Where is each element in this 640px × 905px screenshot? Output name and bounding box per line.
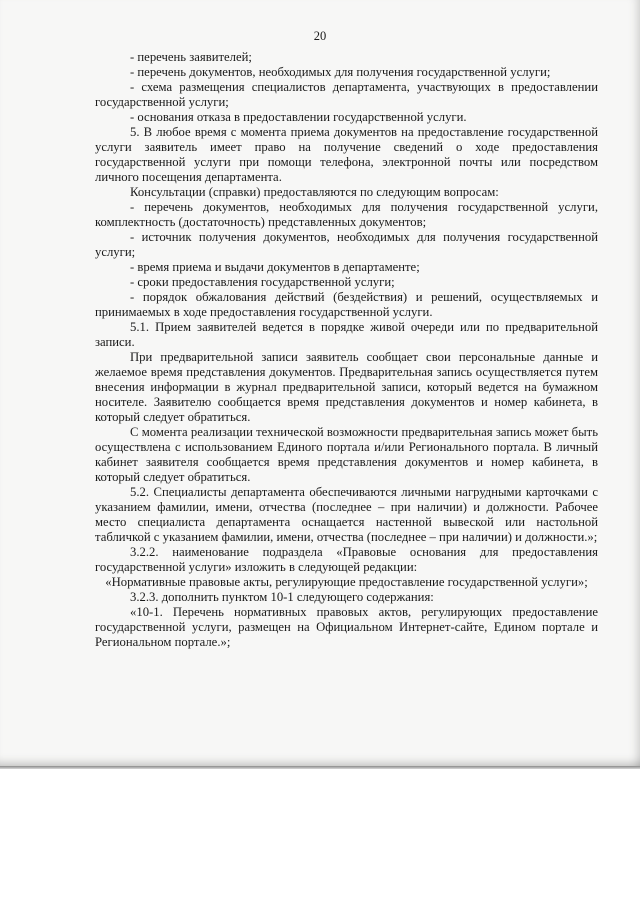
list-item-refusal-grounds: - основания отказа в предоставлении государственной услуги. bbox=[130, 110, 467, 124]
consultations-heading: Консультации (справки) предоставляются по следующим вопросам: bbox=[130, 185, 499, 199]
paragraph-3-2-2: 3.2.2. наименование подраздела «Правовые основания для предоставления государственной услуги» изложить в следующей редакции: bbox=[95, 545, 598, 574]
document-body bbox=[95, 50, 598, 650]
list-item-applicants: - перечень заявителей; bbox=[130, 50, 252, 64]
page-edge bbox=[0, 766, 640, 769]
list-item-document-list: - перечень документов, необходимых для получения государственной услуги, комплектность (достаточность) представленных документов; bbox=[95, 200, 598, 229]
list-item-service-terms: - сроки предоставления государственной услуги; bbox=[130, 275, 395, 289]
paragraph-10-1: «10-1. Перечень нормативных правовых актов, регулирующих предоставление государственной услуги, размещен на Официальном Интернет-сайте, Едином портале и Региональном портале.»; bbox=[95, 605, 598, 649]
paragraph-pre-registration: При предварительной записи заявитель сообщает свои персональные данные и желаемое время представления документов. Предварительная запись осуществляется путем внесения информации в журнал предварительной записи, который ведется на бумажном носителе. Заявителю сообщается время представления документов и номер кабинета, в который следует обратиться. bbox=[95, 350, 598, 424]
list-item-documents: - перечень документов, необходимых для получения государственной услуги; bbox=[130, 65, 551, 79]
list-item-specialists-scheme: - схема размещения специалистов департамента, участвующих в предоставлении государственной услуги; bbox=[95, 80, 598, 109]
paragraph-5-1: 5.1. Прием заявителей ведется в порядке живой очереди или по предварительной записи. bbox=[95, 320, 598, 349]
paragraph-5-2: 5.2. Специалисты департамента обеспечиваются личными нагрудными карточками с указанием фамилии, имени, отчества (последнее – при наличии) и должности. Рабочее место специалиста департамента оснащается настенной вывеской или настольной табличкой с указанием фамилии, имени, отчества (последнее – при наличии) и должности.»; bbox=[95, 485, 598, 544]
list-item-reception-time: - время приема и выдачи документов в департаменте; bbox=[130, 260, 420, 274]
subsection-title: «Нормативные правовые акты, регулирующие предоставление государственной услуги»; bbox=[105, 575, 588, 589]
paragraph-3-2-3: 3.2.3. дополнить пунктом 10-1 следующего содержания: bbox=[130, 590, 434, 604]
list-item-document-source: - источник получения документов, необходимых для получения государственной услуги; bbox=[95, 230, 598, 259]
paragraph-5: 5. В любое время с момента приема документов на предоставление государственной услуги заявитель имеет право на получение сведений о ходе предоставления государственной услуги при помощи телефона, электронной почты или посредством личного посещения департамента. bbox=[95, 125, 598, 184]
page-number: 20 bbox=[313, 29, 327, 43]
paragraph-online-registration: С момента реализации технической возможности предварительная запись может быть осуществлена с использованием Единого портала и/или Регионального портала. В личный кабинет заявителя сообщается время представления документов и номер кабинета, в который следует обратиться. bbox=[95, 425, 598, 484]
list-item-appeal-procedure: - порядок обжалования действий (бездействия) и решений, осуществляемых и принимаемых в ходе предоставления государственной услуги. bbox=[95, 290, 598, 319]
